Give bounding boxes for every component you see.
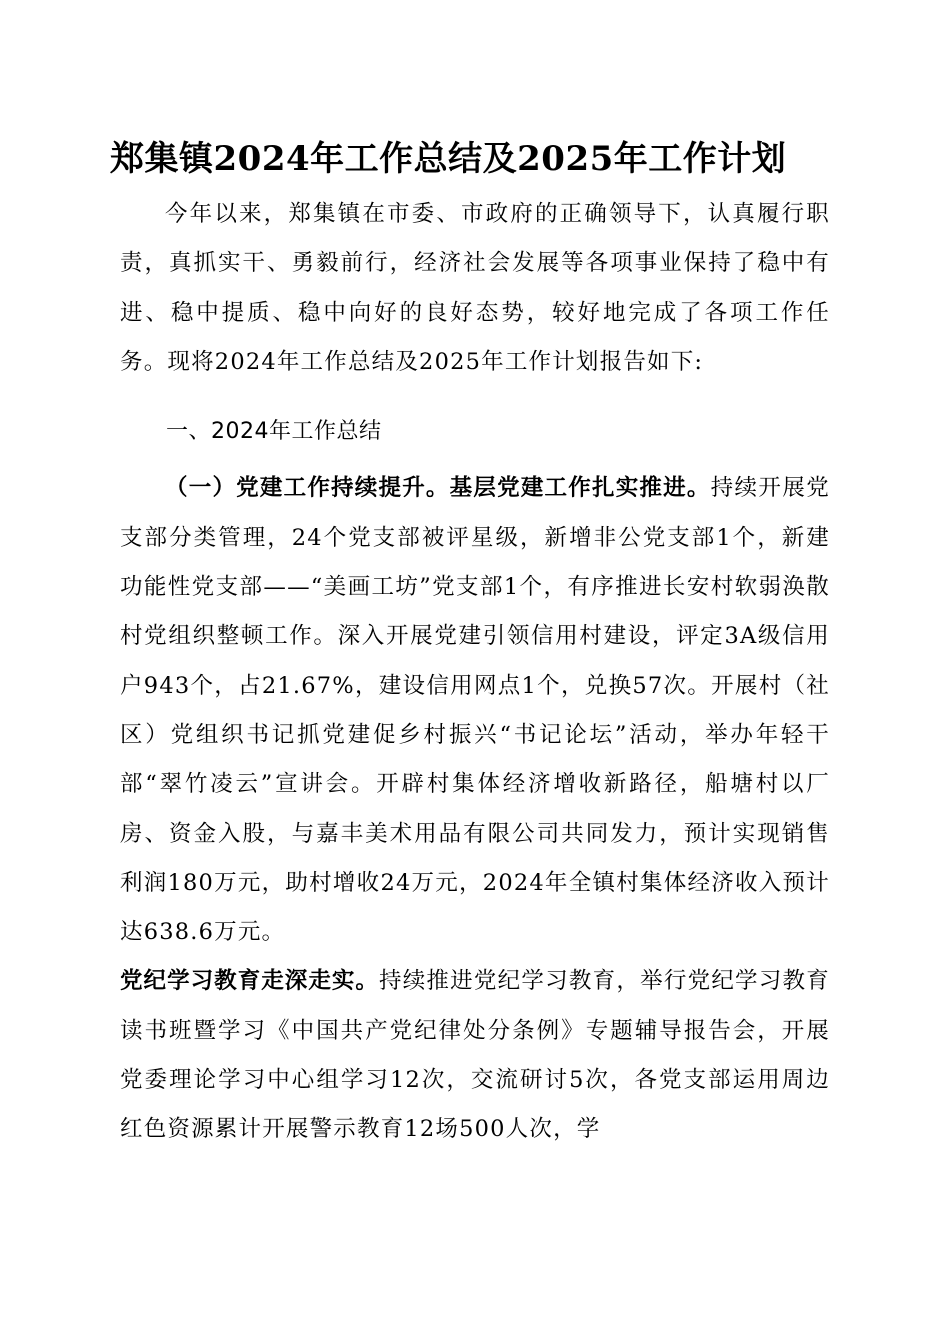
document-body bbox=[120, 190, 830, 1155]
subsection-paragraph bbox=[120, 464, 830, 957]
discipline-text: 持续推进党纪学习教育，举行党纪学习教育读书班暨学习《中国共产党纪律处分条例》专题辅导报告会，开展党委理论学习中心组学习12次，交流研讨5次，各党支部运用周边红色资源累计开展警示教育12场500人次，学 bbox=[120, 968, 830, 1143]
section-heading: 一、2024年工作总结 bbox=[166, 419, 382, 445]
subsection-topic: 基层党建工作扎实推进。 bbox=[449, 475, 711, 502]
subsection-lead: （一）党建工作持续提升。 bbox=[165, 475, 450, 502]
intro-paragraph: 今年以来，郑集镇在市委、市政府的正确领导下，认真履行职责，真抓实干、勇毅前行，经济社会发展等各项事业保持了稳中有进、稳中提质、稳中向好的良好态势，较好地完成了各项工作任务。现将2024年工作总结及2025年工作计划报告如下: bbox=[120, 201, 830, 375]
document-title: 郑集镇2024年工作总结及2025年工作计划 bbox=[110, 139, 787, 179]
section-spacer bbox=[120, 387, 830, 407]
subsection-text: 持续开展党支部分类管理，24个党支部被评星级，新增非公党支部1个，新建功能性党支部——“美画工坊”党支部1个，有序推进长安村软弱涣散村党组织整顿工作。深入开展党建引领信用村建设，评定3A级信用户943个，占21.67%，建设信用网点1个，兑换57次。开展村（社区）党组织书记抓党建促乡村振兴“书记论坛”活动，举办年轻干部“翠竹凌云”宣讲会。开辟村集体经济增收新路径，船塘村以厂房、资金入股，与嘉丰美术用品有限公司共同发力，预计实现销售利润180万元，助村增收24万元，2024年全镇村集体经济收入预计达638.6万元。 bbox=[120, 475, 830, 946]
discipline-topic: 党纪学习教育走深走实。 bbox=[120, 968, 379, 995]
heading-spacer bbox=[120, 456, 830, 464]
discipline-paragraph bbox=[120, 957, 830, 1154]
